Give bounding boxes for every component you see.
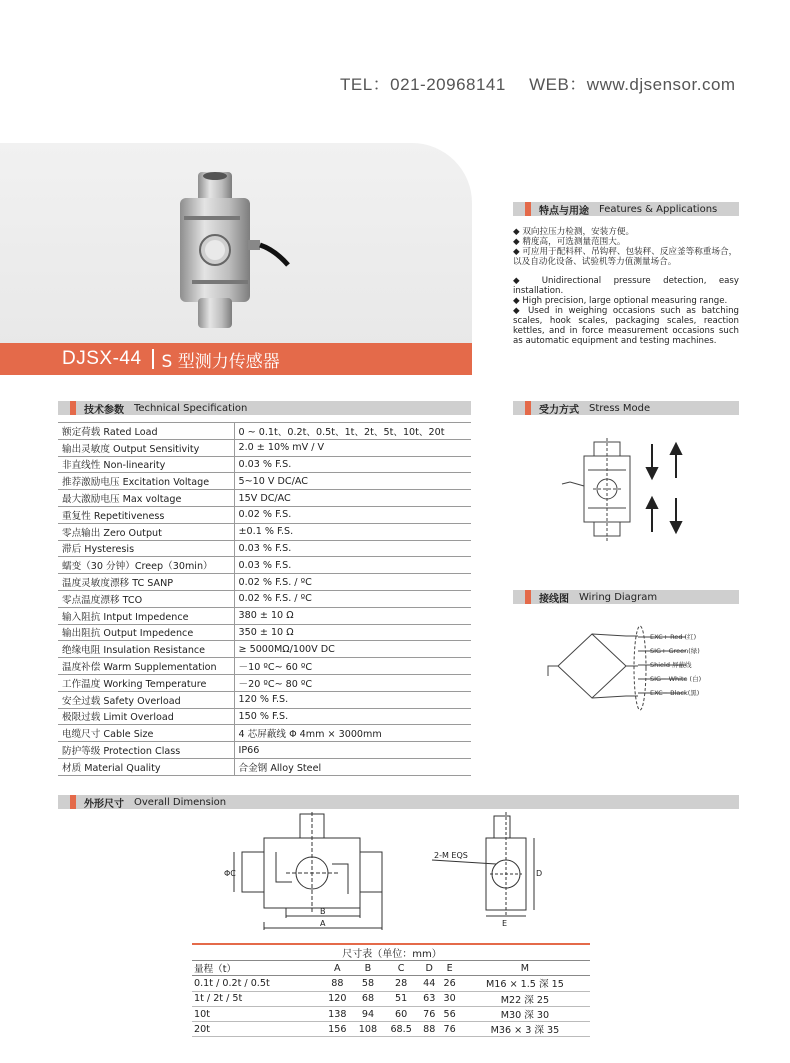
wiring-header-en: Wiring Diagram [579, 591, 658, 603]
spec-value: ≥ 5000MΩ/100V DC [234, 641, 471, 658]
contact-line [340, 70, 754, 95]
dimension-cell: 76 [419, 1006, 439, 1021]
dimension-cell: 20t [192, 1022, 322, 1037]
spec-value: 0.03 % F.S. [234, 456, 471, 473]
dimension-table-caption: 尺寸表（单位：mm） [192, 944, 590, 961]
spec-header-cn: 技术参数 [84, 404, 124, 416]
feature-cn-item: ◆ 精度高，可选测量范围大。 [513, 237, 626, 247]
dimension-cell: 120 [322, 991, 353, 1006]
wire-label: SIG− White (白) [650, 675, 702, 683]
title-bar [0, 343, 472, 375]
features-header-cn: 特点与用途 [539, 205, 589, 217]
dimension-cell: 88 [419, 1022, 439, 1037]
spec-row [58, 456, 471, 473]
dimension-cell: 88 [322, 976, 353, 991]
spec-value: 0.03 % F.S. [234, 540, 471, 557]
spec-key: 工作温度 Working Temperature [58, 674, 234, 691]
dimension-header-cell: E [439, 961, 459, 976]
feature-cn-item: ◆ 双向拉压力检测，安装方便。 [513, 227, 635, 237]
title-separator [152, 349, 154, 369]
stress-mode-diagram [560, 436, 700, 546]
spec-key: 零点温度漂移 TCO [58, 590, 234, 607]
spec-value: 15V DC/AC [234, 490, 471, 507]
spec-header-en: Technical Specification [134, 402, 248, 414]
spec-row [58, 624, 471, 641]
feature-cn-item: ◆ 可应用于配料秤、吊钩秤、包装秤、反应釜等称重场合，以及自动化设备、试验机等力值测量场合。 [513, 247, 738, 267]
spec-row [58, 658, 471, 675]
dimension-cell: 30 [439, 991, 459, 1006]
dimension-cell: 76 [439, 1022, 459, 1037]
spec-value: ±0.1 % F.S. [234, 523, 471, 540]
dimension-cell: 56 [439, 1006, 459, 1021]
dimension-header-cell: B [353, 961, 384, 976]
stress-header-en: Stress Mode [589, 402, 651, 414]
spec-value: －20 ºC~ 80 ºC [234, 674, 471, 691]
dimension-header [58, 795, 739, 809]
feature-en-item: ◆ High precision, large optional measuring range. [513, 296, 728, 306]
dimension-row [192, 1022, 590, 1037]
dimension-cell: 63 [419, 991, 439, 1006]
wire-label: SIG+ Green(绿) [650, 647, 700, 655]
spec-key: 滞后 Hysteresis [58, 540, 234, 557]
spec-value: 380 ± 10 Ω [234, 607, 471, 624]
spec-key: 零点输出 Zero Output [58, 523, 234, 540]
product-name: S 型测力传感器 [161, 351, 280, 372]
spec-value: 0.02 % F.S. / ºC [234, 574, 471, 591]
spec-key: 温度补偿 Warm Supplementation [58, 658, 234, 675]
spec-value: 合金钢 Alloy Steel [234, 758, 471, 775]
dimension-row [192, 991, 590, 1006]
spec-row [58, 708, 471, 725]
wiring-header [513, 590, 739, 604]
dimension-header-cell: D [419, 961, 439, 976]
stress-header [513, 401, 739, 415]
spec-row [58, 439, 471, 456]
wiring-header-cn: 接线图 [539, 593, 569, 605]
dimension-header-cell: A [322, 961, 353, 976]
spec-value: 350 ± 10 Ω [234, 624, 471, 641]
dimension-cell: 60 [383, 1006, 419, 1021]
spec-key: 重复性 Repetitiveness [58, 506, 234, 523]
spec-value: 120 % F.S. [234, 691, 471, 708]
dimension-header-cell: 量程（t） [192, 961, 322, 976]
spec-value: 0.02 % F.S. / ºC [234, 590, 471, 607]
dimension-row [192, 976, 590, 991]
spec-row [58, 607, 471, 624]
spec-value: IP66 [234, 742, 471, 759]
dimension-header-cn: 外形尺寸 [84, 798, 124, 810]
dimension-cell: 28 [383, 976, 419, 991]
dim-label-c: ΦC [224, 869, 236, 878]
spec-header [58, 401, 471, 415]
section-marker [70, 401, 76, 415]
dimension-cell: 0.1t / 0.2t / 0.5t [192, 976, 322, 991]
spec-row [58, 523, 471, 540]
spec-row [58, 574, 471, 591]
spec-key: 额定荷载 Rated Load [58, 423, 234, 440]
spec-value: 150 % F.S. [234, 708, 471, 725]
features-header-en: Features & Applications [599, 203, 718, 215]
dim-label-a: A [320, 919, 326, 928]
spec-row [58, 490, 471, 507]
spec-key: 输入阻抗 Intput Impedence [58, 607, 234, 624]
spec-value: －10 ºC~ 60 ºC [234, 658, 471, 675]
spec-key: 输出阻抗 Output Impedence [58, 624, 234, 641]
dimension-cell: M16 × 1.5 深 15 [460, 976, 590, 991]
spec-row [58, 557, 471, 574]
spec-row [58, 423, 471, 440]
dimension-cell: 10t [192, 1006, 322, 1021]
spec-key: 极限过载 Limit Overload [58, 708, 234, 725]
dimension-cell: 156 [322, 1022, 353, 1037]
spec-row [58, 473, 471, 490]
dimension-cell: 68.5 [383, 1022, 419, 1037]
spec-key: 推荐激励电压 Excitation Voltage [58, 473, 234, 490]
dimension-cell: 68 [353, 991, 384, 1006]
spec-key: 绝缘电阻 Insulation Resistance [58, 641, 234, 658]
spec-row [58, 506, 471, 523]
spec-row [58, 758, 471, 775]
feature-en-item: ◆ Used in weighing occasions such as batching scales, hook scales, packaging scales, reaction kettles, and in force measurement occasions such as automatic equipment and testing machines. [513, 306, 739, 346]
dimension-cell: 51 [383, 991, 419, 1006]
spec-row [58, 742, 471, 759]
dimension-cell: M22 深 25 [460, 991, 590, 1006]
wire-label: Shield 屏蔽线 [650, 661, 692, 669]
dimension-cell: M36 × 3 深 35 [460, 1022, 590, 1037]
dim-label-d: D [536, 869, 543, 878]
spec-value: 0.03 % F.S. [234, 557, 471, 574]
dimension-cell: 108 [353, 1022, 384, 1037]
wire-label: EXC+ Red (红) [650, 633, 697, 641]
web-text: WEB：www.djsensor.com [529, 75, 736, 94]
dimension-cell: 58 [353, 976, 384, 991]
dimension-front-view [220, 812, 400, 936]
spec-row [58, 725, 471, 742]
spec-key: 安全过载 Safety Overload [58, 691, 234, 708]
dimension-cell: M30 深 30 [460, 1006, 590, 1021]
stress-header-cn: 受力方式 [539, 404, 579, 416]
spec-key: 蠕变（30 分钟）Creep（30min） [58, 557, 234, 574]
dimension-cell: 44 [419, 976, 439, 991]
section-marker [70, 795, 76, 809]
wire-label: EXC− Black(黑) [650, 689, 700, 697]
dim-label-e: E [502, 919, 508, 928]
spec-value: 2.0 ± 10% mV / V [234, 439, 471, 456]
spec-table [58, 422, 471, 776]
section-marker [525, 401, 531, 415]
dimension-table [192, 943, 590, 1037]
spec-key: 材质 Material Quality [58, 758, 234, 775]
section-marker [525, 202, 531, 216]
spec-value: 0.02 % F.S. [234, 506, 471, 523]
wiring-diagram [546, 622, 740, 714]
dim-label-b: B [320, 907, 326, 916]
spec-value: 0 ~ 0.1t、0.2t、0.5t、1t、2t、5t、10t、20t [234, 423, 471, 440]
spec-key: 温度灵敏度漂移 TC SANP [58, 574, 234, 591]
spec-row [58, 540, 471, 557]
dimension-header-cell: M [460, 961, 590, 976]
tel-text: TEL：021-20968141 [340, 75, 506, 94]
features-text [513, 227, 739, 346]
dimension-header-en: Overall Dimension [134, 796, 227, 808]
spec-key: 非直线性 Non-linearity [58, 456, 234, 473]
product-model: DJSX-44 [0, 348, 152, 370]
section-marker [525, 590, 531, 604]
dimension-cell: 138 [322, 1006, 353, 1021]
spec-row [58, 590, 471, 607]
spec-key: 输出灵敏度 Output Sensitivity [58, 439, 234, 456]
spec-key: 防护等级 Protection Class [58, 742, 234, 759]
dimension-header-cell: C [383, 961, 419, 976]
dimension-cell: 1t / 2t / 5t [192, 991, 322, 1006]
dimension-cell: 26 [439, 976, 459, 991]
dimension-side-view [430, 812, 550, 936]
spec-value: 4 芯屏蔽线 Φ 4mm × 3000mm [234, 725, 471, 742]
features-header [513, 202, 739, 216]
spec-row [58, 674, 471, 691]
product-image [170, 170, 290, 330]
spec-key: 电缆尺寸 Cable Size [58, 725, 234, 742]
spec-key: 最大激励电压 Max voltage [58, 490, 234, 507]
dim-label-thread: 2-M EQS [434, 851, 468, 860]
spec-row [58, 641, 471, 658]
spec-value: 5~10 V DC/AC [234, 473, 471, 490]
feature-en-item: ◆ Unidirectional pressure detection, easy installation. [513, 276, 739, 296]
dimension-cell: 94 [353, 1006, 384, 1021]
dimension-row [192, 1006, 590, 1021]
spec-row [58, 691, 471, 708]
